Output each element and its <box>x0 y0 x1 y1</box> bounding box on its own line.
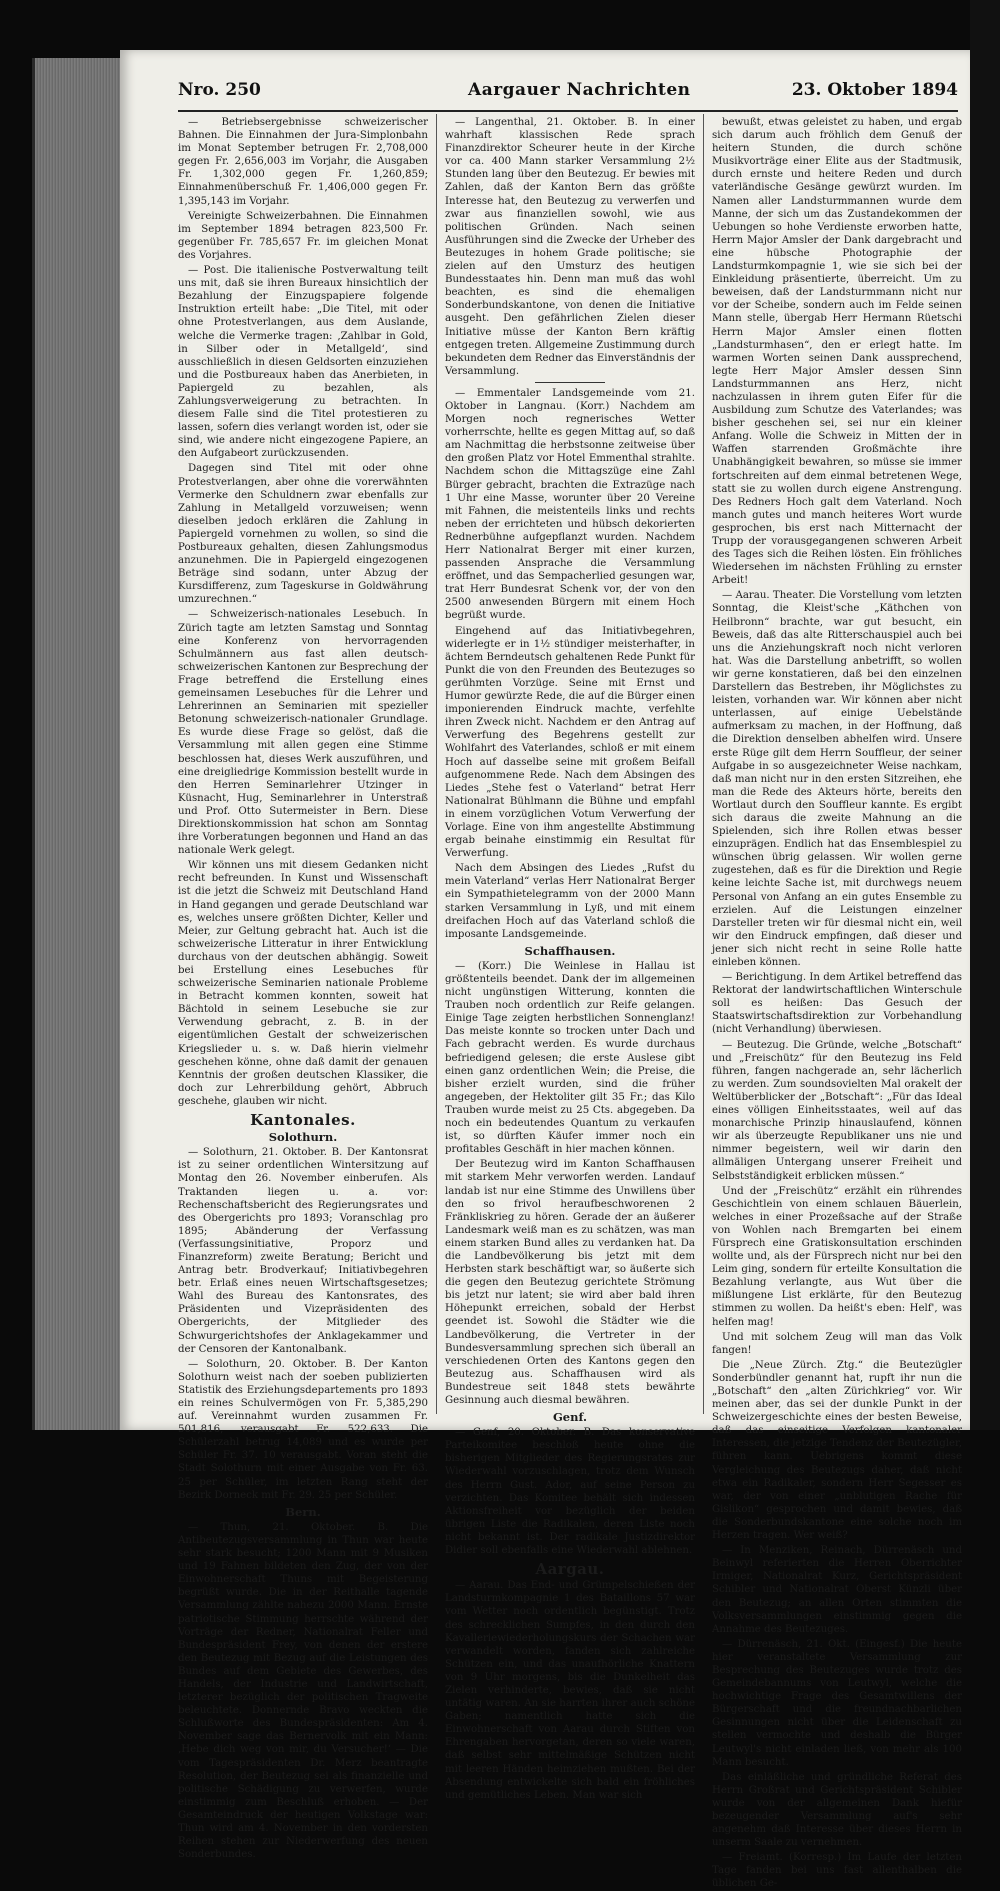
issue-number: Nro. 250 <box>178 80 261 100</box>
masthead: Aargauer Nachrichten <box>468 80 691 100</box>
column-3 <box>712 116 962 1890</box>
section-heading-aargau: Aargau. <box>535 1560 605 1579</box>
book-page-edges <box>32 58 123 1430</box>
article-paragraph: — In Menziken, Reinach, Dürrenäsch und Beinwyl referierten die Herren Oberrichter Irmiger, Nationalrat Kurz, Gerichtspräsident Schibler und Nationalrat Oberst Künzli über den Beutezug; an allen Orten stimmten die Volksversammlungen einstimmig gegen die Annahme des Beutezuges. <box>712 1545 962 1635</box>
subheading-bern: Bern. <box>285 1504 321 1519</box>
article-paragraph: — Solothurn, 21. Oktober. B. Der Kantonsrat ist zu seiner ordentlichen Wintersitzung auf Montag den 26. November einberufen. Als Traktanden liegen u. a. vor: Rechenschaftsbericht des Regierungsrates und des Obergerichts pro 1893; Voranschlag pro 1895; Abänderung der Verfassung (Verfassungsinitiative, Proporz und Finanzreform) zweite Beratung; Bericht und Antrag betr. Brodverkauf; Initiativbegehren betr. Erlaß eines neuen Wirtschaftsgesetzes; Wahl des Bureau des Kantonsrates, des Präsidenten und Vizepräsidenten des Obergerichts, der Mitglieder des Schwurgerichtshofes der Anklagekammer und der Censoren der Kantonalbank. <box>178 1147 428 1355</box>
article-paragraph: Die „Neue Zürch. Ztg.“ die Beutezügler Sonderbündler genannt hat, rupft ihr nun die „Botschaft“ den „alten Zürichkrieg“ vor. Wir meinen aber, das sei der dunkle Punkt in der Schweizergeschichte eines der besten Beweise, daß das einseitige Verfolgen kantonaler Interessen, die jetzige Tendenz der Beutezügler, führen kann. Uebrigens kommt diese Vergleichung des Beutezugs daher, daß nicht etwa ein Radikaler, sondern Herr Segesser es war, der von einer „unblutigen Rache für Gislikon“ gesprochen und damit bewies, daß die Sonderbundskantone eine solche noch im Herzen tragen. Wer weiß? <box>712 1359 962 1542</box>
article-paragraph: — Berichtigung. In dem Artikel betreffend das Rektorat der landwirtschaftlichen Winterschule soll es heißen: Das Gesuch der Staatswirtschaftsdirektion zur Vorbehandlung (nicht Verhandlung) überwiesen. <box>712 972 962 1036</box>
column-rule <box>703 114 704 1414</box>
article-paragraph: — Post. Die italienische Postverwaltung teilt uns mit, daß sie ihren Bureaux hinsichtlich der Bezahlung der Einzugspapiere folgende Instruktion erteilt habe: „Die Titel, mit oder ohne Protestverlangen, aus dem Auslande, welche die Vermerke tragen: ‚Zahlbar in Gold, in Silber oder in Metallgeld‘, sind ausschließlich in diesen Geldsorten einzuziehen und die Postbureaux haben das Anerbieten, in Papiergeld zu bezahlen, als Zahlungsverweigerung zu betrachten. In diesem Falle sind die Titel protestieren zu lassen, sofern dies verlangt worden ist, oder sie sind, wie andere nicht eingezogene Papiere, an den Aufgabeort zurückzusenden. <box>178 265 428 460</box>
subheading-schaffhausen: Schaffhausen. <box>524 943 616 958</box>
article-paragraph: Und der „Freischütz“ erzählt ein rührendes Geschichtlein von einem schlauen Bäuerlein, welches in einer Prozeßsache auf der Straße von Wohlen nach Bremgarten bei einem Fürsprech eine Gratiskonsultation erschinden wollte und, als der Fürsprech nicht nur bei den Leim ging, sondern für erteilte Konsultation die Bezahlung verlangte, aus Wut über die mißlungene List erklärte, für den Beutezug stimmen zu wollen. Da heißt's eben: Helf', was helfen mag! <box>712 1185 962 1328</box>
column-1 <box>178 116 428 1861</box>
scan-border <box>970 0 1000 1430</box>
article-paragraph: — Betriebsergebnisse schweizerischer Bahnen. Die Einnahmen der Jura-Simplonbahn im Monat September betrugen Fr. 2,708,000 gegen Fr. 2,656,003 im Vorjahr, die Ausgaben Fr. 1,302,000 gegen Fr. 1,260,859; Einnahmenüberschuß Fr. 1,406,000 gegen Fr. 1,395,143 im Vorjahr. <box>178 117 428 207</box>
article-paragraph: Eingehend auf das Initiativbegehren, widerlegte er in 1½ stündiger meisterhafter, in ächtem Berndeutsch gehaltenen Rede Punkt für Punkt die von den Freunden des Beutezuges so gerühmten Vorzüge. Seine mit Ernst und Humor gewürzte Rede, die auf die Bürger einen imponierenden Eindruck machte, verfehlte ihren Zweck nicht. Nachdem er den Antrag auf Verwerfung des Begehrens gestellt zur Wohlfahrt des Vaterlandes, schloß er mit einem Hoch auf dasselbe seine mit großem Beifall aufgenommene Rede. Nach dem Absingen des Liedes „Stehe fest o Vaterland“ betrat Herr Nationalrat Bühlmann die Bühne und empfahl in einem vorzüglichen Votum Verwerfung der Vorlage. Eine von ihm angestellte Abstimmung ergab beinahe einstimmig ein Resultat für Verwerfung. <box>445 625 695 860</box>
issue-date: 23. Oktober 1894 <box>791 80 958 100</box>
page-header <box>178 80 958 104</box>
article-paragraph: — Aarau. Theater. Die Vorstellung vom letzten Sonntag, die Kleist'sche „Käthchen von Heilbronn“ brachte, war gut besucht, ein Beweis, daß das alte Ritterschauspiel auch bei uns die Anziehungskraft noch nicht verloren hat. Was die Darstellung anbetrifft, so wollen wir gerne konstatieren, daß bei den einzelnen Darstellern das Bestreben, ihr Möglichstes zu leisten, vorhanden war. Wir können aber nicht unterlassen, auf einige Uebelstände aufmerksam zu machen, in der Hoffnung, daß die Direktion denselben abhelfen wird. Unsere erste Rüge gilt dem Herrn Souffleur, der seiner Aufgabe in so ausgezeichneter Weise nachkam, daß man nicht nur in den ersten Sitzreihen, ehe man die Rede des Akteurs hörte, bereits den Wortlaut durch den Souffleur kannte. Es ergibt sich daraus die zweite Mahnung an die Spielenden, sich ihre Rollen etwas besser einzuprägen. Endlich hat das Ensemblespiel zu wünschen übrig gelassen. Wir wollen gerne zugestehen, daß es für die Direktion und Regie keine leichte Sache ist, mit durchwegs neuem Personal von Anfang an ein gutes Ensemble zu erzielen. Auf die Leistungen einzelner Darsteller treten wir für diesmal nicht ein, weil wir den Eindruck empfingen, daß dieser und jener sich nicht recht in seine Rolle hatte einleben können. <box>712 590 962 968</box>
article-paragraph: — Beutezug. Die Gründe, welche „Botschaft“ und „Freischütz“ für den Beutezug ins Feld führen, fangen nachgerade an, sehr lächerlich zu werden. Zum soundsovielten Mal orakelt der Weltüberblicker der „Botschaft“: „Für das Ideal eines völligen Einheitsstaates, weil auf das monarchische Prinzip hinauslaufend, können wir als überzeugte Republikaner uns nie und nimmer begeistern, weil wir darin den allmäligen Untergang unserer Freiheit und Selbstständigkeit erblicken müssen.“ <box>712 1039 962 1182</box>
article-paragraph: — Schweizerisch-nationales Lesebuch. In Zürich tagte am letzten Samstag und Sonntag eine Konferenz von hervorragenden Schulmännern aus fast allen deutsch-schweizerischen Kantonen zur Besprechung der Frage betreffend die Erstellung eines gemeinsamen Lesebuches für die Lehrer und Lehrerinnen an Seminarien mit spezieller Betonung schweizerisch-nationaler Grundlage. Es wurde diese Frage so gelöst, daß die Versammlung mit allen gegen eine Stimme beschlossen hat, dieses Werk auszuführen, und eine dreigliedrige Kommission bestellt wurde in den Herren Seminarlehrer Utzinger in Küsnacht, Hug, Seminarlehrer in Unterstraß und Prof. Otto Sutermeister in Bern. Diese Direktionskommission hat schon am Sonntag ihre Vorberatungen begonnen und Hand an das nationale Werk gelegt. <box>178 609 428 857</box>
article-paragraph: — Freiamt. (Korresp.) Im Laufe der letzten Tage fanden bei uns fast allenthalben die üblichen Ge- <box>712 1852 962 1890</box>
article-paragraph: — Genf, 20. Oktober. B. Das konservative Parteikomitee beschloß heute ohne die bisherigen Mitglieder des Regierungsrates zur Wiederwahl vorzuschlagen, trotz dem Wunsch des Herrn Gust. Ador, auf seine Person zu verzichten. Das Komitee behält sich indessen Aktionsfreiheit vor bezüglich der beiden übrigen Liste die Radikalen, deren Liste noch nicht bekannt ist. Der radikale Justizdirektor Didier soll ebenfalls eine Wiederwahl ablehnen. <box>445 1427 695 1557</box>
section-heading-kantonales: Kantonales. <box>250 1111 356 1130</box>
article-paragraph: Vereinigte Schweizerbahnen. Die Einnahmen im September 1894 betragen 823,500 Fr. gegenüber Fr. 785,657 Fr. im gleichen Monat des Vorjahres. <box>178 210 428 261</box>
article-paragraph: — Thun, 21. Oktober. B. Die Antibeutezugsversammlung in Thun war heute sehr stark besucht; 1200 Mann mit 9 Musiken und 19 Fahnen bildeten den Zug, der von der Einwohnerschaft Thuns mit Begeisterung begrüßt wurde. Die in der Reithalle tagende Versammlung zählte nahezu 2000 Mann. Ernste patriotische Stimmung herrschte während der Vorträge der Redner, Nationalrat Feller und Bundespräsident Frey, von denen der erstere den Beutezug mit Bezug auf die Leistungen des Bundes auf dem Gebiete des Gewerbes, des Handels, der Industrie und Landwirtschaft, letzterer bezüglich der politischen Tragweite beleuchtete. Donnernde Bravo weckten die Schlußworte des Bundespräsidenten: Am 4. November sage das Bernervolk mit ein Mann: ‚Hebe dich weg von mir, du Versucher!‘ — Die vom Tagespräsidenten Dr. Merz beantragte Resolution, der Beutezug sei als finanzielle und politische Schädigung zu verwerfen, wurde einstimmig zum Beschluß erhoben. — Der Gesamteindruck der heutigen Volkstage war: Thun wird am 4. November in den vordersten Reihen stehen zur Niederwerfung des neuen Sonderbundes. <box>178 1521 428 1861</box>
article-paragraph: Wir können uns mit diesem Gedanken nicht recht befreunden. In Kunst und Wissenschaft ist die jetzt die Schweiz mit Deutschland Hand in Hand gegangen und gerade Deutschland war es, welches unsere größten Dichter, Keller und Meier, zur Geltung gebracht hat. Auch ist die schweizerische Litteratur in ihrer Entwicklung durchaus von der deutschen abhängig. Soweit bei Erstellung eines Lesebuches für schweizerische Seminarien nationale Probleme in Betracht kommen konnten, soweit hat Bächtold in seinem Lesebuche sie zur Verwendung gebracht, z. B. in der eigentümlichen Gestalt der schweizerischen Kriegslieder u. s. w. Daß hierin vielmehr geschehen könne, ohne daß damit der genauen Kenntnis der großen deutschen Klassiker, die doch zur Lehrerbildung gehört, Abbruch geschehe, glauben wir nicht. <box>178 860 428 1107</box>
article-paragraph: — Emmentaler Landsgemeinde vom 21. Oktober in Langnau. (Korr.) Nachdem am Morgen noch regnerisches Wetter vorherrschte, hellte es gegen Mittag auf, so daß am Nachmittag die herbstsonne zeitweise über den großen Platz vor Hotel Emmenthal strahlte. Nachdem schon die Mittagszüge eine Zahl Bürger gebracht, brachten die Extrazüge nach 1 Uhr eine Masse, worunter über 20 Vereine mit Fahnen, die meistenteils links und rechts neben der errichteten und hübsch dekorierten Rednerbühne aufgepflanzt wurden. Nachdem Herr Nationalrat Berger mit einer kurzen, passenden Ansprache die Versammlung eröffnet, und das Sempacherlied gesungen war, trat Herr Bundesrat Schenk vor, der von den 2500 anwesenden Bürgern mit einem Hoch begrüßt wurde. <box>445 387 695 622</box>
article-paragraph: Das einläßliche und gründliche Referat des Herrn Großrat und Gerichtspräsident Schibler wurde von der allgemeinen Dank hiefür bezeugender Versammlung auf's sehr angenehm daß Interesse über dieses Herrn in unserm Saale zu vernehmen. <box>712 1771 962 1849</box>
column-rule <box>436 114 437 1414</box>
article-paragraph: — Langenthal, 21. Oktober. B. In einer wahrhaft klassischen Rede sprach Finanzdirektor Scheurer heute in der Kirche vor ca. 400 Mann starker Versammlung 2½ Stunden lang über den Beutezug. Er bewies mit Zahlen, daß der Kanton Bern das größte Interesse hat, den Beutezug zu verwerfen und zwar aus finanziellen sowohl, wie aus politischen Gründen. Nach seinen Ausführungen sind die Zwecke der Urheber des Beutezuges in hohem Grade politische; sie zielen auf den Umsturz des heutigen Bundesstaates hin. Denn man muß das wohl beachten, es sind die ehemaligen Sonderbundskantone, von denen die Initiative ausgeht. Den gefährlichen Zielen dieser Initiative müsse der Kanton Bern kräftig entgegen treten. Allgemeine Zustimmung durch bekundeten dem Redner das Einverständnis der Versammlung. <box>445 117 695 377</box>
article-paragraph: — Aarau. Das End- und Grümpelschießen der Landsturmkompagnie 1 des Bataillons 57 war vom Wetter noch ordentlich begünstigt. Trotz des schrecklichen Sumpfes, in den durch den Kavalleriewiederholungskurs der Schachen war verwandelt worden, fanden sich zahlreiche Schützen ein, und das unaufhörliche Knattern von 9 Uhr morgens, bis die Dunkelheit das Zielen verhinderte, bewies, daß sie nicht untätig waren. An sie harrten ihrer auch schöne Gaben; namentlich hatte sich die Einwohnerschaft von Aarau durch Stiften von Ehrengaben hervorgetan, deren so viele waren, daß selbst sehr mittelmäßige Schützen nicht mit leeren Händen heimziehen mußten. Bei der Absendung entwickelte sich bald ein fröhliches und gemütliches Leben. Man war sich <box>445 1580 695 1801</box>
article-paragraph: Nach dem Absingen des Liedes „Rufst du mein Vaterland“ verlas Herr Nationalrat Berger ein Sympathietelegramm von der 2000 Mann starken Versammlung in Lyß, und mit einem dreifachen Hoch auf das Vaterland schloß die imposante Landsgemeinde. <box>445 863 695 940</box>
divider <box>535 382 605 383</box>
article-paragraph: — Solothurn, 20. Oktober. B. Der Kanton Solothurn weist nach der soeben publizierten Statistik des Erziehungsdepartements pro 1893 ein reines Schulvermögen von Fr. 5,385,290 auf. Vereinnahmt wurden zusammen Fr. 501,816, verausgabt Fr. 522,633. Die Schülerzahl betrug 14,089 und es wurde per Schüler Fr. 37. 10 verausgabt. Voran steht die Stadt Solothurn mit einer Ausgabe von Fr. 63. 25 per Schüler, im letzten Rang steht der Bezirk Dorneck mit Fr. 29. 25 per Schüler. <box>178 1358 428 1501</box>
article-paragraph: bewußt, etwas geleistet zu haben, und ergab sich darum auch fröhlich dem Genuß der heitern Stunden, die durch schöne Musikvorträge einer Elite aus der Stadtmusik, durch ernste und heitere Reden und durch vaterländische Gesänge gewürzt wurden. Im Namen aller Landsturmmannen wurde dem Manne, der sich um das Zustandekommen der Uebungen so hohe Verdienste erworben hatte, Herrn Major Amsler der Dank dargebracht und eine hübsche Photographie der Landsturmkompagnie 1, wie sie sich bei der Einkleidung präsentierte, überreicht. Um zu beweisen, daß der Landsturmmann nicht nur vor der Scheibe, sondern auch im Felde seinen Mann stelle, übergab Herr Hermann Rüetschi Herrn Major Amsler einen flotten „Landsturmhasen“, den er erlegt hatte. Im warmen Worten seinen Dank aussprechend, legte Herr Major Amsler dessen Sinn Landsturmmannen ans Herz, nicht nachzulassen in ihrem guten Eifer für die Ausbildung zum Schutze des Vaterlandes; was bisher geschehen sei, sei nur ein kleiner Anfang. Wolle die Schweiz in Mitten der in Waffen starrenden Großmächte ihre Unabhängigkeit bewahren, so müsse sie immer fortschreiten auf dem einmal betretenen Wege, statt sie zu wollen durch eigene Anstrengung. Des Redners Hoch galt dem Vaterland. Noch manch gutes und manch heiteres Wort wurde gesprochen, bis erst nach Mitternacht der Trupp der vorausgegangenen schweren Arbeit des Tages sich die Reihen lösten. Ein fröhliches Wiedersehen im nächsten Frühling zu ernster Arbeit! <box>712 117 962 587</box>
article-paragraph: — (Korr.) Die Weinlese in Hallau ist größtenteils beendet. Dank der im allgemeinen nicht ungünstigen Witterung, konnten die Trauben noch ordentlich zur Reife gelangen. Einige Tage zeigten herbstlichen Sonnenglanz! Das meiste konnte so trocken unter Dach und Fach gebracht werden. Es wurde durchaus befriedigend gelesen; die erste Auslese gibt einen ganz ordentlichen Wein; die Preise, die bisher erzielt wurden, sind die früher angegeben, der Hektoliter gilt 35 Fr.; das Kilo Trauben wurde meist zu 25 Cts. abgegeben. Da noch ein bedeutendes Quantum zu verkaufen ist, so dürften Käufer immer noch ein profitables Geschäft in hier machen können. <box>445 960 695 1156</box>
header-rule <box>178 110 958 112</box>
article-paragraph: — Dürrenäsch, 21. Okt. (Eingesf.) Die heute hier veranstaltete Versammlung zur Besprechung des Beutezuges wurde trotz des Gemeindebannums von Leutwyl, welche die hochwichtige Frage des Gesamtwillens der Bürgerschaft und die freundnachbarlichen Gesinnungen nicht über die Leidenschaft zu stellen vermochte und deshalb die Bürger Leutwyl's nicht einladen ließ, von mehr als 100 Mann besucht. <box>712 1638 962 1768</box>
article-paragraph: Und mit solchem Zeug will man das Volk fangen! <box>712 1331 962 1356</box>
newspaper-page <box>120 50 970 1890</box>
subheading-solothurn: Solothurn. <box>268 1130 338 1145</box>
subheading-genf: Genf. <box>552 1410 588 1425</box>
column-2 <box>445 116 695 1801</box>
article-paragraph: Dagegen sind Titel mit oder ohne Protestverlangen, aber ohne die vorerwähnten Vermerke den Schuldnern zwar ebenfalls zur Zahlung in Metallgeld vorzuweisen; wenn dieselben jedoch erklären die Zahlung in Papiergeld vornehmen zu wollen, so sind die Postbureaux gehalten, diesen Zahlungsmodus anzunehmen. Die in Papiergeld eingezogenen Beträge sind sodann, unter Abzug der Kursdifferenz, zum Tageskurse in Goldwährung umzurechnen.“ <box>178 463 428 606</box>
article-paragraph: Der Beutezug wird im Kanton Schaffhausen mit starkem Mehr verworfen werden. Landauf landab ist nur eine Stimme des Unwillens über den so frivol heraufbeschworenen 2 Fränkliskrieg zu hören. Gerade der an äußerer Landesmark weiß man es zu schätzen, was man einem starken Bund alles zu verdanken hat. Da die Landbevölkerung bis jetzt mit dem Herbsten stark beschäftigt war, so äußerte sich die gegen den Beutezug gerichtete Strömung bis jetzt nur latent; sie wird aber bald ihren Höhepunkt erreichen, sobald der Herbst geendet ist. Sowohl die Städter wie die Landbevölkerung, die Vertreter in der Bundesversammlung sprechen sich überall an verschiedenen Orten des Kantons gegen den Beutezug aus. Schaffhausen wird als Bundestreue seit 1848 stets bewährte Gesinnung auch diesmal bewähren. <box>445 1159 695 1406</box>
